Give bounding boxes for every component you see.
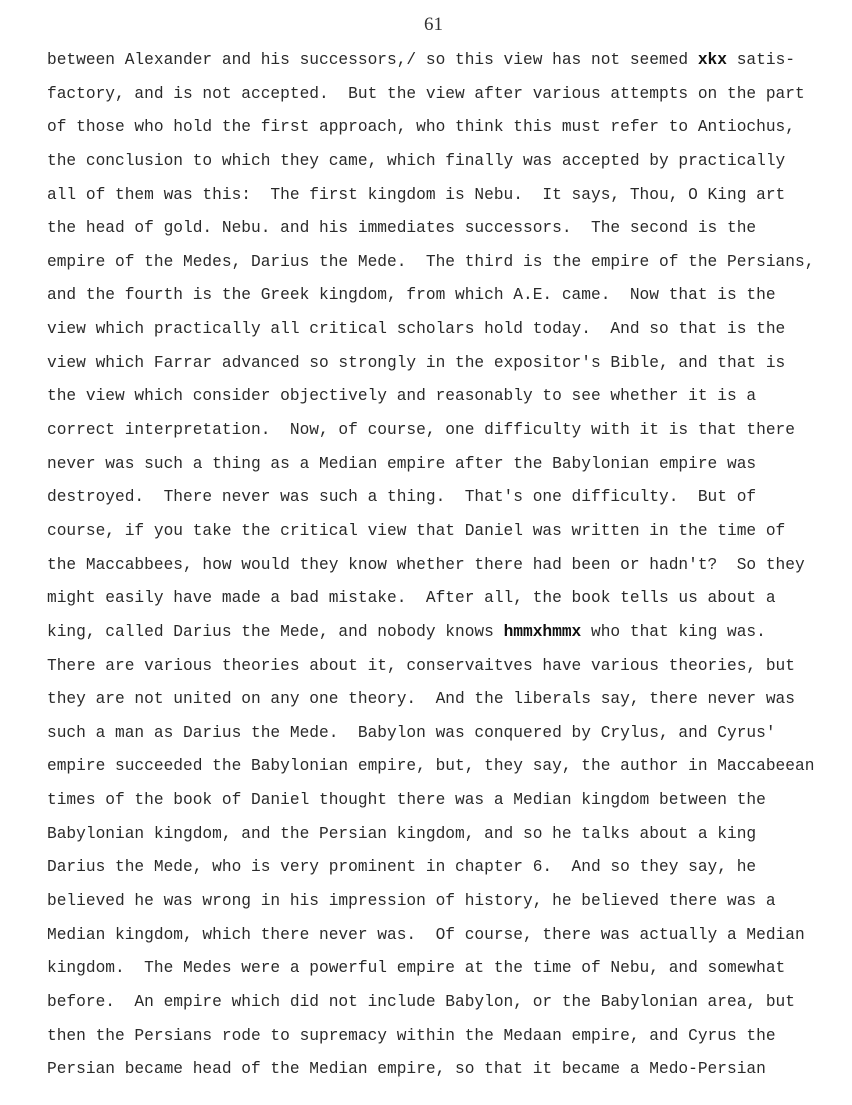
text-segment: view which practically all critical scholars hold today. And so that is the (47, 320, 786, 339)
text-segment: correct interpretation. Now, of course, one difficulty with it is that there (47, 421, 795, 440)
text-segment: such a man as Darius the Mede. Babylon was conquered by Crylus, and Cyrus' (47, 723, 776, 742)
text-segment: they are not united on any one theory. And the liberals say, there never was (47, 690, 795, 709)
text-line (47, 549, 814, 583)
text-segment: empire succeeded the Babylonian empire, but, they say, the author in Maccabeean (47, 757, 815, 776)
text-line (47, 179, 814, 213)
text-segment: view which Farrar advanced so strongly in the expositor's Bible, and that is (47, 353, 786, 372)
text-line (47, 313, 814, 347)
text-line (47, 750, 814, 784)
document-body (47, 44, 814, 1087)
text-line (47, 44, 814, 78)
text-segment: of those who hold the first approach, who think this must refer to Antiochus, (47, 118, 795, 137)
text-segment: believed he was wrong in his impression of history, he believed there was a (47, 892, 776, 911)
text-segment: satis- (727, 51, 795, 69)
text-line (47, 347, 814, 381)
text-line (47, 1020, 814, 1054)
text-line (47, 784, 814, 818)
text-segment: the view which consider objectively and reasonably to see whether it is a (47, 387, 757, 406)
text-segment: then the Persians rode to supremacy within the Medaan empire, and Cyrus the (47, 1026, 776, 1045)
text-line (47, 246, 814, 280)
text-segment: before. An empire which did not include Babylon, or the Babylonian area, but (47, 992, 795, 1011)
text-line (47, 78, 814, 112)
text-line (47, 818, 814, 852)
text-line (47, 683, 814, 717)
text-segment: There are various theories about it, conservaitves have various theories, but (47, 656, 795, 675)
text-segment: Darius the Mede, who is very prominent in chapter 6. And so they say, he (47, 858, 757, 877)
text-segment: between Alexander and his successors,/ so this view has not seemed (47, 51, 698, 69)
text-segment: never was such a thing as a Median empire after the Babylonian empire was (47, 454, 757, 473)
text-line (47, 885, 814, 919)
text-line (47, 986, 814, 1020)
text-line (47, 481, 814, 515)
text-line (47, 448, 814, 482)
text-line (47, 380, 814, 414)
text-line (47, 851, 814, 885)
text-segment: and the fourth is the Greek kingdom, from which A.E. came. Now that is the (47, 286, 776, 305)
text-segment: course, if you take the critical view that Daniel was written in the time of (47, 521, 786, 540)
text-segment: Persian became head of the Median empire, so that it became a Medo-Persian (47, 1060, 766, 1079)
text-segment: who that king was. (581, 622, 766, 641)
text-line (47, 111, 814, 145)
text-line (47, 952, 814, 986)
text-line (47, 919, 814, 953)
text-segment: kingdom. The Medes were a powerful empire at the time of Nebu, and somewhat (47, 959, 786, 978)
text-segment: Babylonian kingdom, and the Persian kingdom, and so he talks about a king (47, 824, 757, 843)
struck-out-text: xkx (697, 51, 727, 69)
text-line (47, 616, 814, 650)
text-line (47, 279, 814, 313)
text-segment: the Maccabbees, how would they know whether there had been or hadn't? So they (47, 555, 805, 574)
text-line (47, 717, 814, 751)
text-line (47, 414, 814, 448)
page-number: 61 (424, 14, 443, 35)
text-segment: all of them was this: The first kingdom is Nebu. It says, Thou, O King art (47, 185, 786, 204)
text-segment: king, called Darius the Mede, and nobody knows (47, 622, 504, 641)
text-segment: the head of gold. Nebu. and his immediates successors. The second is the (47, 219, 757, 238)
text-line (47, 650, 814, 684)
struck-out-text: hmmxhmmx (503, 622, 582, 641)
text-segment: Median kingdom, which there never was. Of course, there was actually a Median (47, 925, 805, 944)
text-segment: might easily have made a bad mistake. After all, the book tells us about a (47, 589, 776, 608)
text-segment: empire of the Medes, Darius the Mede. The third is the empire of the Persians, (47, 252, 815, 271)
text-segment: factory, and is not accepted. But the view after various attempts on the part (47, 84, 805, 103)
text-line (47, 515, 814, 549)
text-line (47, 582, 814, 616)
text-line (47, 1053, 814, 1087)
text-segment: destroyed. There never was such a thing. That's one difficulty. But of (47, 488, 757, 507)
text-line (47, 145, 814, 179)
text-segment: times of the book of Daniel thought there was a Median kingdom between the (47, 791, 766, 810)
text-line (47, 212, 814, 246)
text-segment: the conclusion to which they came, which finally was accepted by practically (47, 151, 786, 170)
